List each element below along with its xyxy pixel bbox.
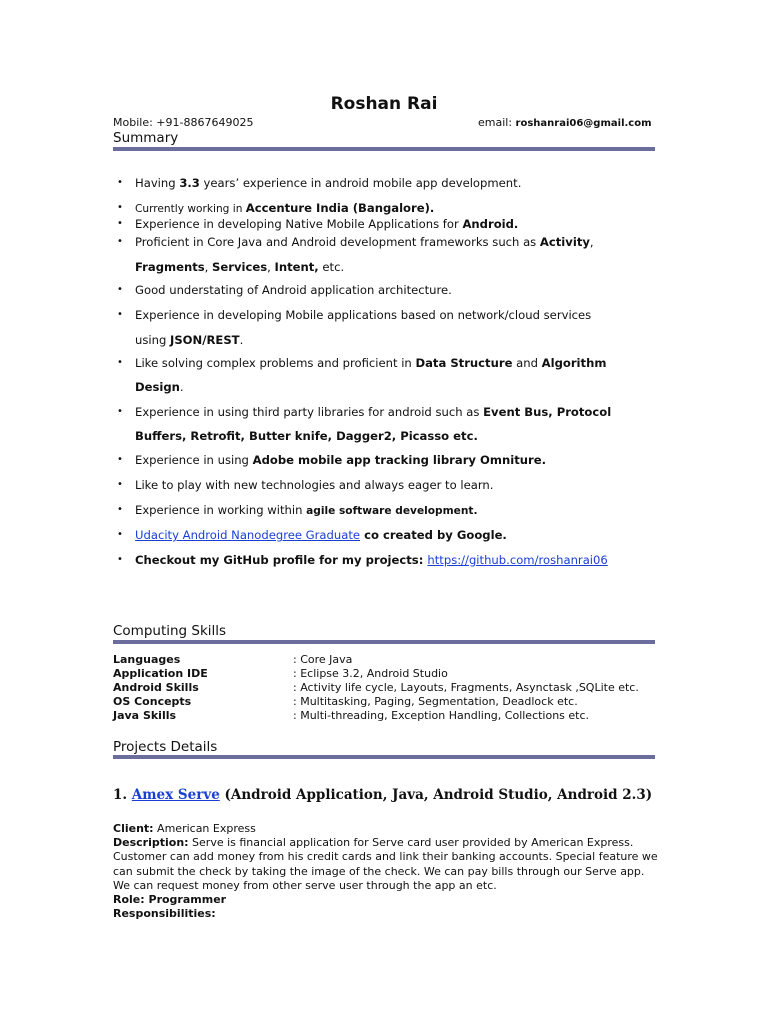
skill-value: : Multitasking, Paging, Segmentation, Deadlock etc.: [293, 695, 578, 708]
bullet-icon: •: [117, 202, 123, 213]
summary-item: Good understating of Android application architecture.: [135, 283, 452, 297]
email-address: roshanrai06@gmail.com: [515, 118, 652, 129]
skill-key: Android Skills: [113, 681, 199, 694]
bullet-icon: •: [117, 284, 123, 295]
candidate-name: Roshan Rai: [330, 94, 438, 114]
bullet-icon: •: [117, 504, 123, 515]
summary-item-continuation: Buffers, Retrofit, Butter knife, Dagger2, Picasso etc.: [135, 429, 478, 443]
project-client: Client: American Express: [113, 822, 256, 835]
bullet-icon: •: [117, 479, 123, 490]
summary-item-continuation: Fragments, Services, Intent, etc.: [135, 260, 345, 274]
skill-key: Languages: [113, 653, 181, 666]
projects-rule: [113, 755, 655, 759]
mobile-number: +91-8867649025: [156, 116, 254, 129]
project-role: Role: Programmer: [113, 893, 227, 906]
summary-item: Experience in working within agile software development.: [135, 503, 478, 517]
summary-item-continuation: using JSON/REST.: [135, 333, 244, 347]
summary-item: Experience in developing Mobile applications based on network/cloud services: [135, 308, 592, 322]
summary-item: Experience in using third party libraries for android such as Event Bus, Protocol: [135, 405, 612, 419]
bullet-icon: •: [117, 218, 123, 229]
skill-value: : Core Java: [293, 653, 353, 666]
summary-item: Currently working in Accenture India (Bangalore).: [135, 201, 435, 215]
summary-item: Checkout my GitHub profile for my projects: https://github.com/roshanrai06: [135, 553, 608, 567]
bullet-icon: •: [117, 454, 123, 465]
summary-item: Like solving complex problems and proficient in Data Structure and Algorithm: [135, 356, 607, 370]
skill-value: : Eclipse 3.2, Android Studio: [293, 667, 448, 680]
skill-value: : Activity life cycle, Layouts, Fragments, Asynctask ,SQLite etc.: [293, 681, 639, 694]
github-link[interactable]: https://github.com/roshanrai06: [427, 553, 608, 567]
bullet-icon: •: [117, 357, 123, 368]
bullet-icon: •: [117, 177, 123, 188]
skill-value: : Multi-threading, Exception Handling, Collections etc.: [293, 709, 590, 722]
bullet-icon: •: [117, 529, 123, 540]
bullet-icon: •: [117, 309, 123, 320]
project-name-link[interactable]: Amex Serve: [131, 787, 220, 803]
project-responsibilities-label: Responsibilities:: [113, 907, 216, 920]
bullet-icon: •: [117, 406, 123, 417]
summary-item: Udacity Android Nanodegree Graduate co created by Google.: [135, 528, 507, 542]
projects-heading: Projects Details: [113, 739, 218, 755]
project-title: 1. Amex Serve (Android Application, Java, Android Studio, Android 2.3): [113, 787, 653, 803]
mobile-line: [113, 116, 253, 129]
skills-heading: Computing Skills: [113, 623, 227, 639]
mobile-label: Mobile:: [113, 116, 153, 129]
skill-key: OS Concepts: [113, 695, 192, 708]
summary-item: Experience in using Adobe mobile app tracking library Omniture.: [135, 453, 546, 467]
summary-rule: [113, 147, 655, 151]
summary-item: Experience in developing Native Mobile Applications for Android.: [135, 217, 519, 231]
email-label: email:: [478, 116, 513, 129]
summary-heading: Summary: [113, 130, 179, 146]
bullet-icon: •: [117, 554, 123, 565]
skills-rule: [113, 640, 655, 644]
summary-item: Proficient in Core Java and Android development frameworks such as Activity,: [135, 235, 594, 249]
summary-item: Like to play with new technologies and always eager to learn.: [135, 478, 494, 492]
bullet-icon: •: [117, 236, 123, 247]
summary-item-continuation: Design.: [135, 380, 184, 394]
skill-key: Application IDE: [113, 667, 208, 680]
project-description: Description: Serve is financial application for Serve card user provided by American Express. Customer can add money from his credit cards and link their banking accounts. Special feature we can submit the check by taking the image of the check. We can pay bills through our Serve app. We can request money from other serve user through the app an etc.: [113, 836, 658, 892]
udacity-link[interactable]: Udacity Android Nanodegree Graduate: [135, 528, 361, 542]
summary-item: Having 3.3 years’ experience in android mobile app development.: [135, 176, 522, 190]
skill-key: Java Skills: [113, 709, 177, 722]
email-line: [478, 116, 652, 129]
